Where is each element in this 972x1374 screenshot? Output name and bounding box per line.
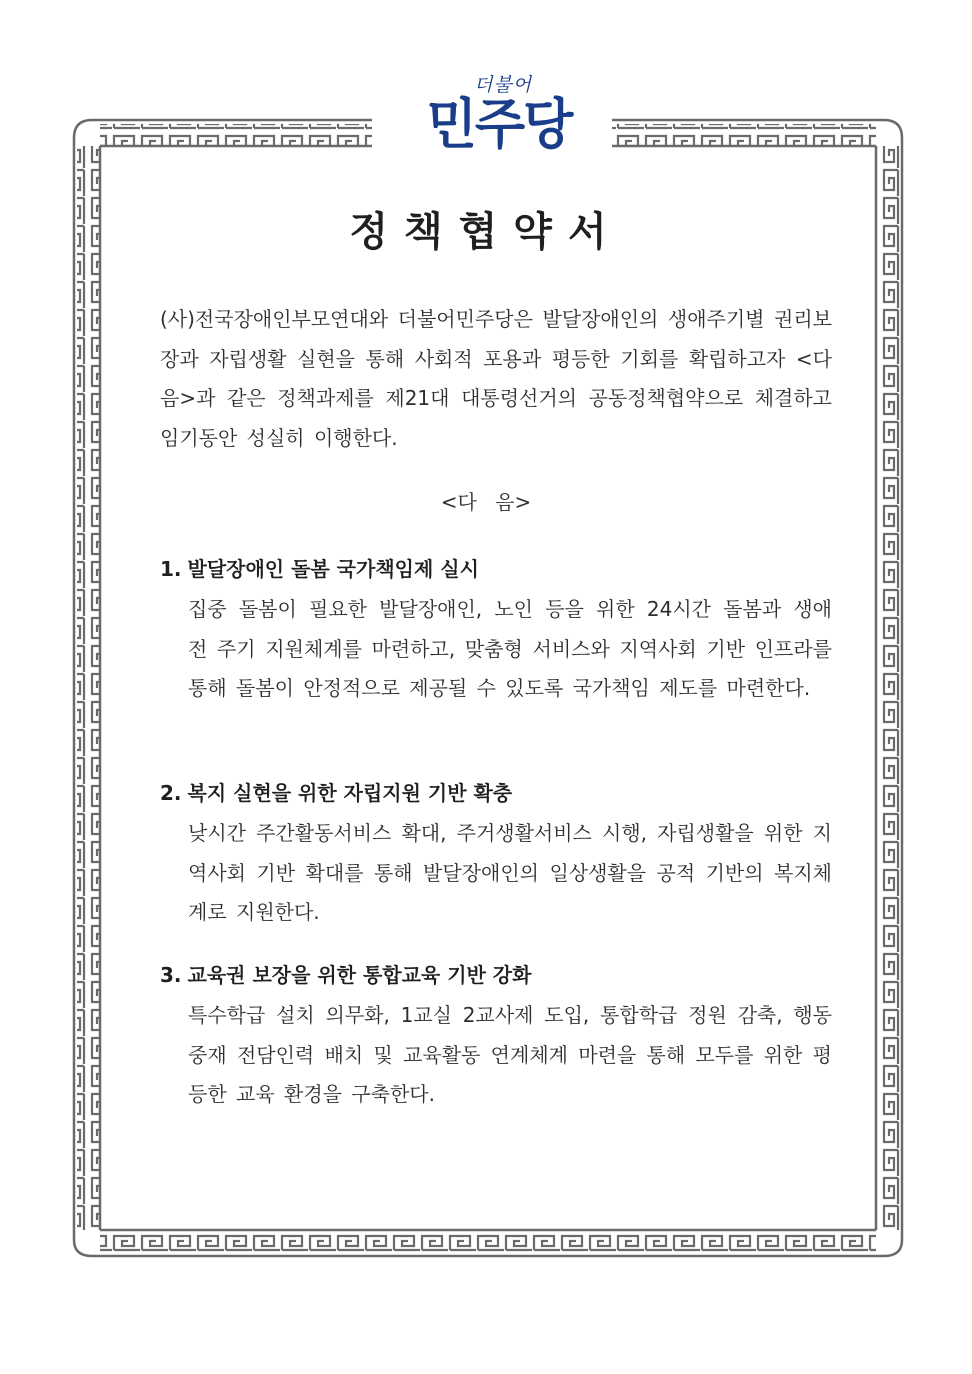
section-number: 2.	[160, 781, 182, 805]
intro-paragraph: (사)전국장애인부모연대와 더불어민주당은 발달장애인의 생애주기별 권리보장과 자립생활 실현을 통해 사회적 포용과 평등한 기회를 확립하고자 <다 음>과 같은 정책과제를 제21대 대통령선거의 공동정책협약으로 체결하고 임기동안 성실히 이행한다.	[160, 307, 832, 450]
party-logo	[411, 74, 587, 156]
section-body: 특수학급 설치 의무화, 1교실 2교사제 도입, 통합학급 정원 감축, 행동중재 전담인력 배치 및 교육활동 연계체계 마련을 통해 모두를 위한 평등한 교육 환경을 구축한다.	[188, 1003, 832, 1106]
section-heading	[160, 552, 832, 586]
section-body: 집중 돌봄이 필요한 발달장애인, 노인 등을 위한 24시간 돌봄과 생애 전 주기 지원체계를 마련하고, 맞춤형 서비스와 지역사회 기반 인프라를 통해 돌봄이 안정적으로 제공될 수 있도록 국가책임 제도를 마련한다.	[188, 597, 832, 700]
policy-section-3	[160, 958, 832, 1115]
sub-heading: <다 음>	[440, 490, 532, 514]
section-number: 3.	[160, 963, 182, 987]
section-heading-text: 복지 실현을 위한 자립지원 기반 확충	[187, 781, 513, 805]
section-heading-text: 발달장애인 돌봄 국가책임제 실시	[187, 557, 479, 581]
section-heading	[160, 776, 832, 810]
logo-main-text: 민주당	[426, 93, 572, 157]
policy-section-2	[160, 776, 832, 933]
section-number: 1.	[160, 557, 182, 581]
section-heading-text: 교육권 보장을 위한 통합교육 기반 강화	[187, 963, 532, 987]
section-body: 낮시간 주간활동서비스 확대, 주거생활서비스 시행, 자립생활을 위한 지역사회 기반 확대를 통해 발달장애인의 일상생활을 공적 기반의 복지체계로 지원한다.	[188, 821, 832, 924]
section-heading	[160, 958, 832, 992]
document-title: 정책협약서	[349, 208, 623, 255]
policy-section-1	[160, 552, 832, 709]
logo-small-text: 더불어	[473, 74, 533, 96]
